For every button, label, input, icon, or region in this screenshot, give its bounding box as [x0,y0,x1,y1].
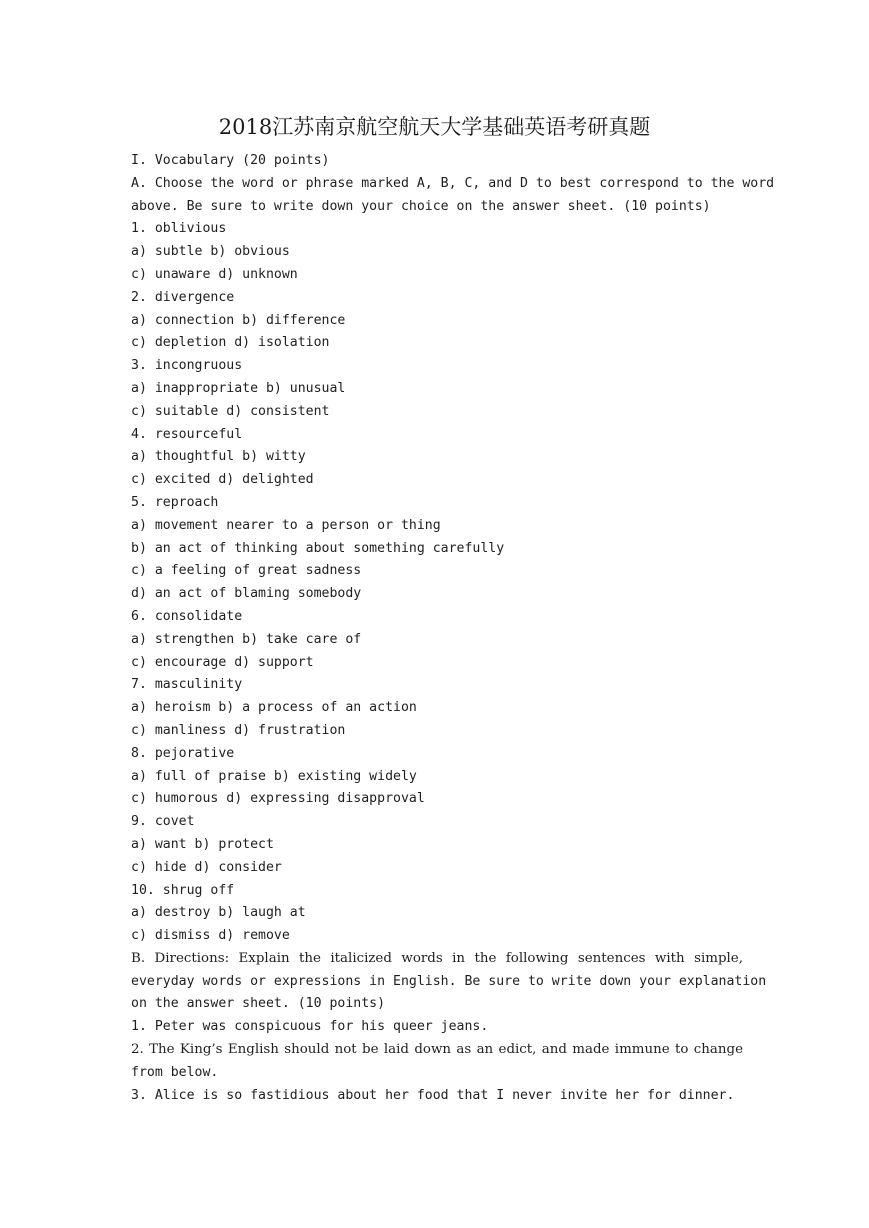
option-line: a) inappropriate b) unusual [131,380,346,396]
question-item: 1. oblivious [131,221,227,237]
option-line: c) dismiss d) remove [131,928,290,944]
option-line: c) manliness d) frustration [131,722,346,738]
instruction-line: everyday words or expressions in English. Be sure to write down your explanation [131,973,767,989]
option-line: a) thoughtful b) witty [131,449,306,465]
option-line: a) connection b) difference [131,312,346,328]
document-title: 2018江苏南京航空航天大学基础英语考研真题 [218,115,651,139]
section-heading: I. Vocabulary (20 points) [131,153,330,168]
option-line: c) humorous d) expressing disapproval [131,791,425,807]
option-line: a) subtle b) obvious [131,244,290,260]
instruction-line: B. Directions: Explain the italicized words in the following sentences with simple, [131,950,743,966]
instruction-line: on the answer sheet. (10 points) [131,996,386,1012]
question-item: 7. masculinity [131,677,243,693]
sentence-item: 1. Peter was conspicuous for his queer jeans. [131,1019,489,1035]
option-line: c) a feeling of great sadness [131,563,362,579]
option-line: a) strengthen b) take care of [131,631,362,647]
instruction-line: above. Be sure to write down your choice on the answer sheet. (10 points) [131,198,711,214]
document-body [131,150,775,1107]
option-line: a) destroy b) laugh at [131,905,306,921]
question-item: 8. pejorative [131,745,235,761]
question-item: 6. consolidate [131,608,243,624]
question-item: 3. incongruous [131,358,243,374]
option-line: a) heroism b) a process of an action [131,700,417,716]
sentence-item: 2. The King’s English should not be laid down as an edict, and made immune to change [131,1042,743,1058]
option-line: c) encourage d) support [131,654,314,670]
sentence-continuation: from below. [131,1064,219,1080]
question-item: 2. divergence [131,289,235,305]
option-line: c) suitable d) consistent [131,403,330,419]
question-item: 9. covet [131,814,195,830]
option-line: c) unaware d) unknown [131,266,298,282]
option-line: d) an act of blaming somebody [131,586,362,602]
option-line: a) want b) protect [131,836,274,852]
option-line: a) full of praise b) existing widely [131,768,417,784]
option-line: c) hide d) consider [131,859,282,875]
option-line: b) an act of thinking about something carefully [131,540,505,556]
question-item: 5. reproach [131,494,219,510]
sentence-item: 3. Alice is so fastidious about her food that I never invite her for dinner. [131,1087,735,1103]
option-line: a) movement nearer to a person or thing [131,517,441,533]
option-line: c) depletion d) isolation [131,335,330,351]
question-item: 4. resourceful [131,426,243,442]
option-line: c) excited d) delighted [131,472,314,488]
instruction-line: A. Choose the word or phrase marked A, B, C, and D to best correspond to the word [131,175,775,191]
question-item: 10. shrug off [131,882,235,898]
